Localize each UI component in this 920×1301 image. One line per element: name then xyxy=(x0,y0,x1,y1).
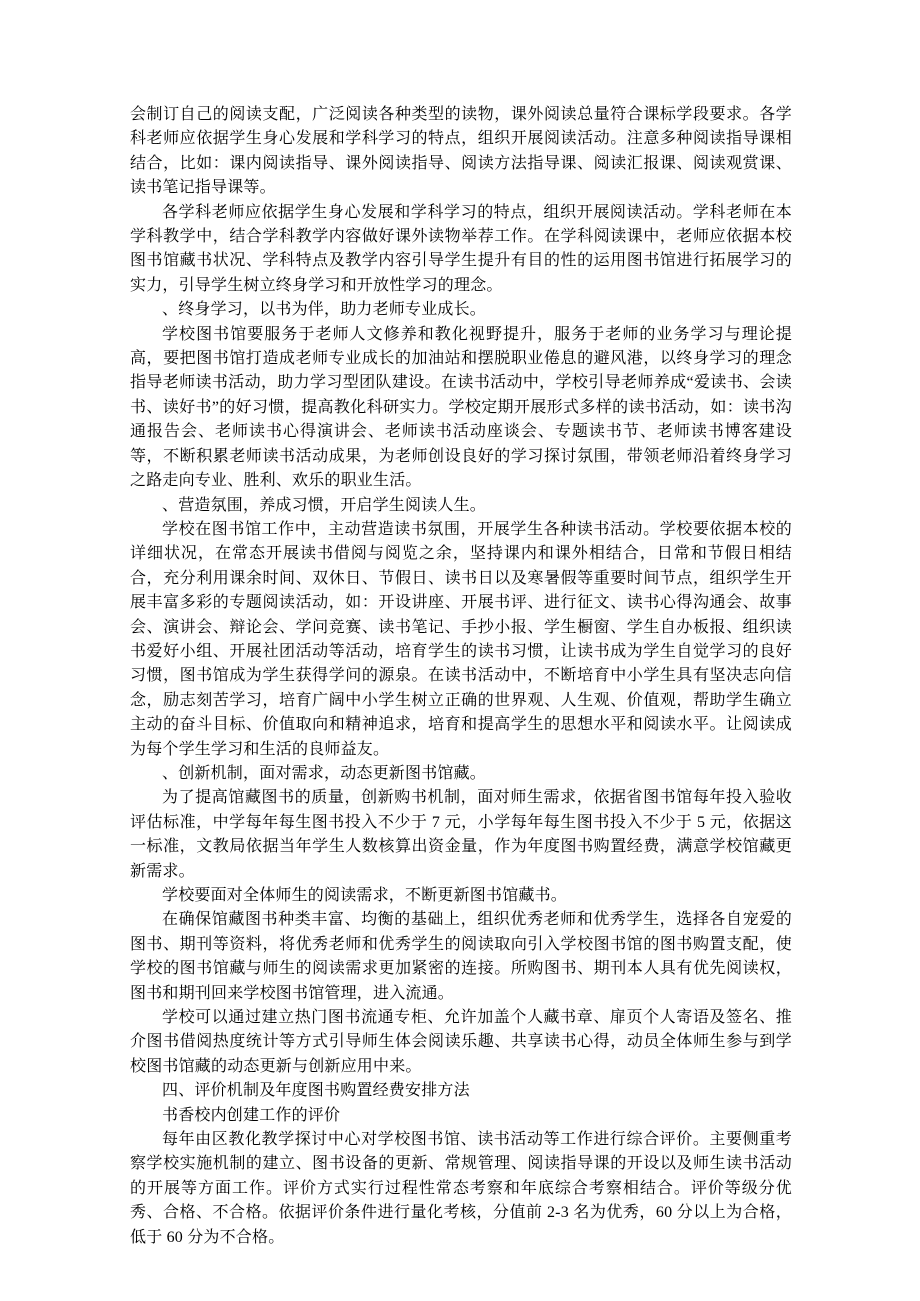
paragraph-heading-atmosphere: 、营造氛围，养成习惯，开启学生阅读人生。 xyxy=(162,496,487,514)
paragraph-continuation: 会制订自己的阅读支配，广泛阅读各种类型的读物，课外阅读总量符合课标学段要求。各学科老师应依据学生身心发展和学科学习的特点，组织开展阅读活动。注意多种阅读指导课相结合，比如：课内阅读指导、课外阅读指导、阅读方法指导课、阅读汇报课、阅读观赏课、读书笔记指导课等。 xyxy=(130,106,792,197)
section-heading-evaluation: 四、评价机制及年度图书购置经费安排方法 xyxy=(162,1082,470,1100)
paragraph-circulation-methods: 学校可以通过建立热门图书流通专柜、允许加盖个人藏书章、扉页个人寄语及签名、推介图书借阅热度统计等方式引导师生体会阅读乐趣、共享读书心得，动员全体师生参与到学校图书馆藏的动态更新与创新应用中来。 xyxy=(130,1009,792,1075)
paragraph-book-funding: 为了提高馆藏图书的质量，创新购书机制，面对师生需求，依据省图书馆每年投入验收评估标准，中学每年每生图书投入不少于 7 元，小学每年每生图书投入不少于 5 元，依据这一标准，文教局依据当年学生人数核算出资金量，作为年度图书购置经费，满意学校馆藏更新需求。 xyxy=(130,789,792,880)
paragraph-evaluation-details: 每年由区教化教学探讨中心对学校图书馆、读书活动等工作进行综合评价。主要侧重考察学校实施机制的建立、图书设备的更新、常规管理、阅读指导课的开设以及师生读书活动的开展等方面工作。评价方式实行过程性常态考察和年底综合考察相结合。评价等级分优秀、合格、不合格。依据评价条件进行量化考核，分值前 2-3 名为优秀，60 分以上为合格，低于 60 分为不合格。 xyxy=(130,1131,792,1246)
paragraph-subject-teachers: 各学科老师应依据学生身心发展和学科学习的特点，组织开展阅读活动。学科老师在本学科教学中，结合学科教学内容做好课外读物举荐工作。在学科阅读课中，老师应依据本校图书馆藏书状况、学科特点及教学内容引导学生提升有目的性的运用图书馆进行拓展学习的实力，引导学生树立终身学习和开放性学习的理念。 xyxy=(130,203,792,294)
paragraph-heading-innovation-mechanism: 、创新机制，面对需求，动态更新图书馆藏。 xyxy=(162,764,487,782)
subsection-heading-campus-evaluation: 书香校内创建工作的评价 xyxy=(162,1106,341,1124)
paragraph-update-collection: 学校要面对全体师生的阅读需求，不断更新图书馆藏书。 xyxy=(162,887,568,904)
paragraph-collection-selection: 在确保馆藏图书种类丰富、均衡的基础上，组织优秀老师和优秀学生，选择各自宠爱的图书、期刊等资料，将优秀老师和优秀学生的阅读取向引入学校图书馆的图书购置支配，使学校的图书馆藏与师生的阅读需求更加紧密的连接。所购图书、期刊本人具有优先阅读权，图书和期刊回来学校图书馆管理，进入流通。 xyxy=(130,911,792,1002)
paragraph-teacher-reading: 学校图书馆要服务于老师人文修养和教化视野提升，服务于老师的业务学习与理论提高，要把图书馆打造成老师专业成长的加油站和摆脱职业倦息的避风港，以终身学习的理念指导老师读书活动，助力学习型团队建设。在读书活动中，学校引导老师养成“爱读书、会读书、读好书”的好习惯，提高教化科研实力。学校定期开展形式多样的读书活动，如：读书沟通报告会、老师读书心得演讲会、老师读书活动座谈会、专题读书节、老师读书博客建设等，不断积累老师读书活动成果，为老师创设良好的学习探讨氛围，带领老师沿着终身学习之路走向专业、胜利、欢乐的职业生活。 xyxy=(130,325,792,490)
document-text-block xyxy=(130,103,792,1250)
paragraph-student-reading: 学校在图书馆工作中，主动营造读书氛围，开展学生各种读书活动。学校要依据本校的详细状况，在常态开展读书借阅与阅览之余，坚持课内和课外相结合，日常和节假日相结合，充分利用课余时间、双休日、节假日、读书日以及寒暑假等重要时间节点，组织学生开展丰富多彩的专题阅读活动，如：开设讲座、开展书评、进行征文、读书心得沟通会、故事会、演讲会、辩论会、学问竞赛、读书笔记、手抄小报、学生橱窗、学生自办板报、组织读书爱好小组、开展社团活动等活动，培育学生的读书习惯，让读书成为学生自觉学习的良好习惯，图书馆成为学生获得学问的源泉。在读书活动中，不断培育中小学生具有坚决志向信念，励志刻苦学习，培育广阔中小学生树立正确的世界观、人生观、价值观，帮助学生确立主动的奋斗目标、价值取向和精神追求，培育和提高学生的思想水平和阅读水平。让阅读成为每个学生学习和生活的良师益友。 xyxy=(130,520,792,758)
paragraph-heading-lifelong-learning: 、终身学习，以书为伴，助力老师专业成长。 xyxy=(162,301,487,319)
